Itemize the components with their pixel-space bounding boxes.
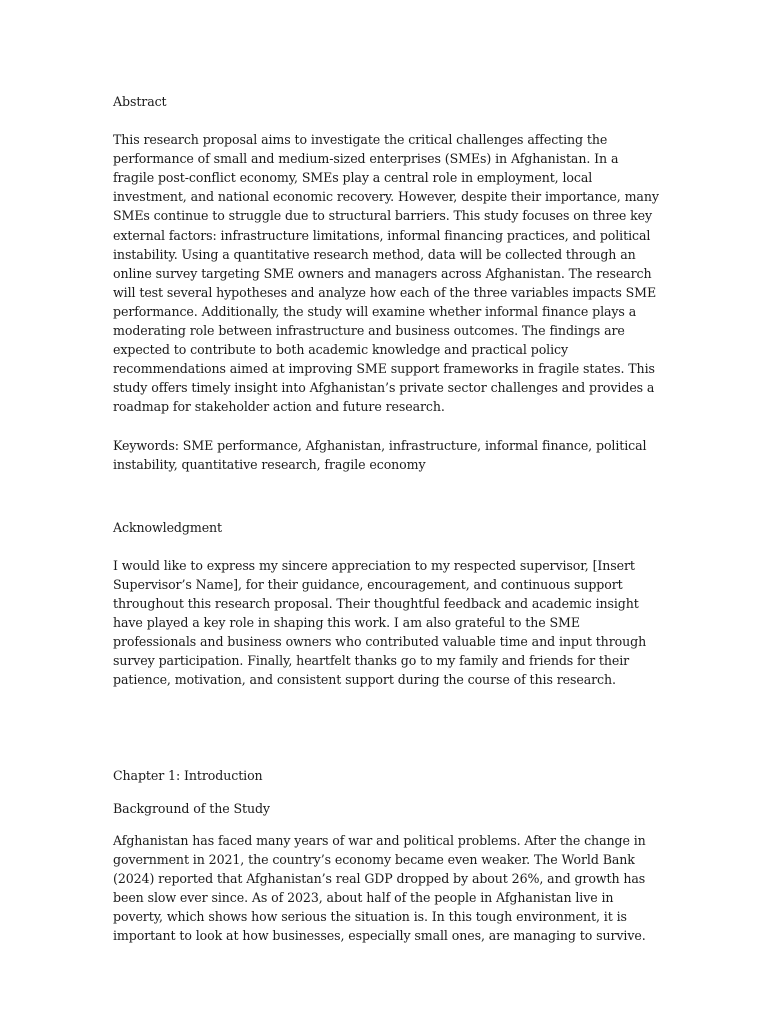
document-body <box>113 92 661 945</box>
abstract-heading: Abstract <box>113 94 167 109</box>
acknowledgment-heading: Acknowledgment <box>113 519 223 535</box>
background-subheading: Background of the Study <box>113 800 270 816</box>
chapter-1-heading: Chapter 1: Introduction <box>113 768 263 784</box>
acknowledgment-paragraph: I would like to express my sincere appreciation to my respected supervisor, [Insert Supervisor’s Name], for their guidance, encouragement, and continuous support throughout this research proposal. Their thoughtful feedback and academic insight have played a key role in shaping this work. I am also grateful to the SME professionals and business owners who contributed valuable time and input through survey participation. Finally, heartfelt thanks go to my family and friends for their patience, motivation, and consistent support during the course of this research. <box>113 557 647 688</box>
abstract-paragraph: This research proposal aims to investigate the critical challenges affecting the performance of small and medium-sized enterprises (SMEs) in Afghanistan. In a fragile post-conflict economy, SMEs play a central role in employment, local investment, and national economic recovery. However, despite their importance, many SMEs continue to struggle due to structural barriers. This study focuses on three key external factors: infrastructure limitations, informal financing practices, and political instability. Using a quantitative research method, data will be collected through an online survey targeting SME owners and managers across Afghanistan. The research will test several hypotheses and analyze how each of the three variables impacts SME performance. Additionally, the study will examine whether informal finance plays a moderating role between infrastructure and business outcomes. The findings are expected to contribute to both academic knowledge and practical policy recommendations aimed at improving SME support frameworks in fragile states. This study offers timely insight into Afghanistan’s private sector challenges and provides a roadmap for stakeholder action and future research. <box>113 132 659 415</box>
keywords-paragraph: Keywords: SME performance, Afghanistan, infrastructure, informal finance, political instability, quantitative research, fragile economy <box>113 437 647 472</box>
background-paragraph: Afghanistan has faced many years of war and political problems. After the change in government in 2021, the country’s economy became even weaker. The World Bank (2024) reported that Afghanistan’s real GDP dropped by about 26%, and growth has been slow ever since. As of 2023, about half of the people in Afghanistan live in poverty, which shows how serious the situation is. In this tough environment, it is important to look at how businesses, especially small ones, are managing to survive. <box>113 832 646 944</box>
